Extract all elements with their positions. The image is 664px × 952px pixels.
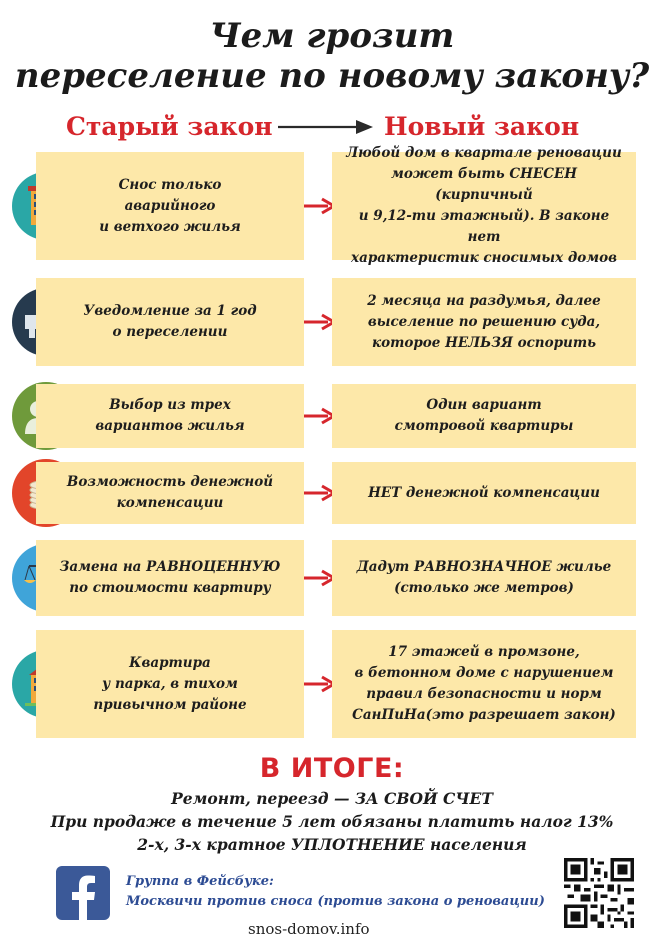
new-law-line: правил безопасности и норм [366,686,602,702]
new-law-line: в бетонном доме с нарушением [354,665,614,681]
old-law-heading: Старый закон [66,112,273,141]
red-arrow-icon [302,197,336,215]
new-law-line: 2 месяца на раздумья, далее [367,292,601,309]
comparison-row-options [0,384,664,448]
old-law-box [36,384,304,448]
new-law-box [332,630,636,738]
new-law-box [332,145,636,266]
old-law-line: аварийного [124,197,216,214]
facebook-group-label: Группа в Фейсбуке: [126,874,274,889]
red-arrow-icon [302,407,336,425]
new-law-line: и 9,12-ти этажный). В законе нет [358,208,610,245]
comparison-row-location [0,630,664,738]
old-law-line: по стоимости квартиру [69,580,271,596]
new-law-box [332,384,636,448]
old-law-line: у парка, в тихом [102,675,238,692]
comparison-row-equivalent [0,540,664,616]
website-link[interactable]: snos-domov.info [248,920,370,938]
old-law-line: Уведомление за 1 год [83,303,257,319]
comparison-row-compensation [0,462,664,524]
new-law-box [332,462,636,524]
old-law-line: Замена на РАВНОЦЕННУЮ [59,559,281,575]
summary-line: 2-х, 3-х кратное УПЛОТНЕНИЕ населения [137,835,527,854]
qr-code-icon [564,858,634,928]
red-arrow-icon [302,569,336,587]
new-law-line: СанПиНа(это разрешает закон) [352,707,616,723]
new-law-line: НЕТ денежной компенсации [368,484,600,501]
summary-line: При продаже в течение 5 лет обязаны платить налог 13% [50,812,614,831]
new-law-line: 17 этажей в промзоне, [388,644,580,660]
old-law-line: и ветхого жилья [99,218,241,235]
old-law-line: Снос только [118,176,222,193]
old-law-box [36,278,304,366]
old-law-line: о переселении [112,324,228,340]
old-law-box [36,540,304,616]
comparison-row-demolition [0,145,664,266]
old-law-line: привычном районе [93,696,247,713]
old-law-box [36,630,304,738]
right-arrow-icon [278,118,374,136]
old-law-line: компенсации [116,495,224,511]
red-arrow-icon [302,313,336,331]
new-law-line: смотровой квартиры [394,418,574,434]
law-comparison-header [0,110,664,144]
new-law-line: Один вариант [426,397,542,413]
new-law-line: Любой дом в квартале реновации [346,145,622,161]
comparison-row-notice [0,278,664,366]
new-law-line: характеристик сносимых домов [351,250,617,266]
new-law-line: выселение по решению суда, [367,313,601,330]
old-law-box [36,462,304,524]
page-title-line-2: переселение по новому закону? [14,56,650,96]
old-law-line: Выбор из трех [109,397,231,413]
page-title-line-1: Чем грозит [209,16,455,56]
old-law-line: Квартира [129,654,211,671]
red-arrow-icon [302,675,336,693]
new-law-box [332,540,636,616]
old-law-line: Возможность денежной [66,474,274,490]
new-law-heading: Новый закон [384,112,580,141]
summary-line: Ремонт, переезд — ЗА СВОЙ СЧЕТ [171,789,493,808]
new-law-line: которое НЕЛЬЗЯ оспорить [371,334,597,351]
summary-title: В ИТОГЕ: [259,753,405,784]
old-law-line: вариантов жилья [95,418,245,434]
new-law-box [332,278,636,366]
new-law-line: Дадут РАВНОЗНАЧНОЕ жилье [356,559,612,575]
facebook-group-link[interactable]: Москвичи против сноса (против закона о реновации) [126,894,545,909]
red-arrow-icon [302,484,336,502]
old-law-box [36,152,304,260]
new-law-line: (столько же метров) [394,580,574,596]
new-law-line: может быть СНЕСЕН (кирпичный [391,166,577,203]
facebook-logo-icon[interactable] [56,866,110,920]
